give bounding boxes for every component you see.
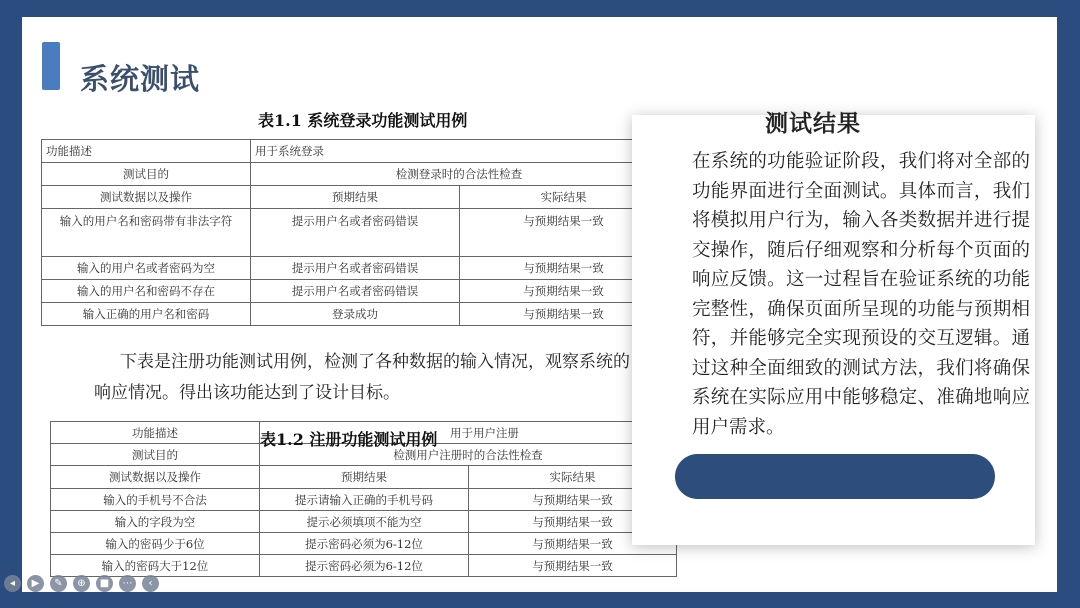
result-card-text: 在系统的功能验证阶段，我们将对全部的功能界面进行全面测试。具体而言，我们将模拟用户行为，输入各类数据并进行提交操作，随后仔细观察和分析每个页面的响应反馈。这一过程旨在验证系统的功能完整性，确保页面所呈现的功能与预期相符，并能够完全实现预设的交互逻辑。通过这种全面细致的测试方法，我们将确保系统在实际应用中能够稳定、准确地响应用户需求。 — [692, 151, 1030, 438]
table1-caption: 表1.1 系统登录功能测试用例 — [258, 111, 468, 130]
table-cell: 输入的用户名或者密码为空 — [42, 257, 251, 280]
table-cell: 测试目的 — [42, 163, 251, 186]
table-cell: 输入的密码大于12位 — [51, 555, 260, 577]
table-header-cell: 实际结果 — [460, 186, 668, 209]
table-cell: 输入的用户名和密码不存在 — [42, 280, 251, 303]
table-row — [42, 280, 668, 303]
table-cell: 提示密码必须为6-12位 — [260, 533, 469, 555]
table-cell: 与预期结果一致 — [469, 533, 677, 555]
zoom-icon[interactable]: ⊕ — [73, 575, 90, 592]
table-cell: 与预期结果一致 — [460, 257, 668, 280]
table-cell: 提示必须填项不能为空 — [260, 511, 469, 533]
table-cell: 与预期结果一致 — [460, 209, 668, 257]
table-cell: 输入的用户名和密码带有非法字符 — [42, 209, 251, 257]
table-cell: 提示用户名或者密码错误 — [251, 280, 460, 303]
table-cell: 输入正确的用户名和密码 — [42, 303, 251, 326]
login-test-table — [41, 139, 668, 326]
table-row — [51, 489, 677, 511]
back-icon[interactable]: ‹ — [142, 575, 159, 592]
table-cell: 功能描述 — [42, 140, 251, 163]
table-cell: 与预期结果一致 — [460, 280, 668, 303]
table-header-row — [42, 186, 668, 209]
title-accent-bar — [42, 42, 60, 90]
table-row — [42, 140, 668, 163]
table-cell: 输入的密码少于6位 — [51, 533, 260, 555]
result-card-title: 测试结果 — [765, 111, 861, 137]
table-header-cell: 预期结果 — [260, 466, 469, 489]
table-row — [51, 511, 677, 533]
presentation-toolbar — [4, 574, 159, 592]
decorative-pill — [675, 454, 995, 499]
play-icon[interactable]: ▶ — [27, 575, 44, 592]
table-cell: 用于用户注册 — [260, 422, 677, 444]
table-cell: 输入的手机号不合法 — [51, 489, 260, 511]
table-cell: 用于系统登录 — [251, 140, 668, 163]
table-header-cell: 实际结果 — [469, 466, 677, 489]
table-cell: 提示请输入正确的手机号码 — [260, 489, 469, 511]
table-cell: 提示密码必须为6-12位 — [260, 555, 469, 577]
table-cell: 提示用户名或者密码错误 — [251, 257, 460, 280]
table-cell: 与预期结果一致 — [469, 489, 677, 511]
table-cell: 登录成功 — [251, 303, 460, 326]
table-row — [42, 303, 668, 326]
table-cell: 检测登录时的合法性检查 — [251, 163, 668, 186]
table-header-cell: 预期结果 — [251, 186, 460, 209]
table-header-cell: 测试数据以及操作 — [42, 186, 251, 209]
table-row — [42, 163, 668, 186]
video-icon[interactable]: ■ — [96, 575, 113, 592]
table-cell: 提示用户名或者密码错误 — [251, 209, 460, 257]
table-cell: 测试目的 — [51, 444, 260, 466]
table-cell: 输入的字段为空 — [51, 511, 260, 533]
more-icon[interactable]: ⋯ — [119, 575, 136, 592]
pen-icon[interactable]: ✎ — [50, 575, 67, 592]
page-title: 系统测试 — [80, 62, 201, 96]
description-paragraph: 下表是注册功能测试用例，检测了各种数据的输入情况，观察系统的响应情况。得出该功能达到了设计目标。 — [94, 352, 630, 403]
table-cell: 与预期结果一致 — [460, 303, 668, 326]
table-row — [51, 533, 677, 555]
table-cell: 与预期结果一致 — [469, 555, 677, 577]
table-header-cell: 测试数据以及操作 — [51, 466, 260, 489]
table-row — [42, 257, 668, 280]
table-header-row — [51, 466, 677, 489]
table-cell: 与预期结果一致 — [469, 511, 677, 533]
slide — [22, 17, 1057, 592]
table2-caption: 表1.2 注册功能测试用例 — [260, 430, 438, 449]
table-row — [42, 209, 668, 257]
table-cell: 功能描述 — [51, 422, 260, 444]
table-cell: 检测用户注册时的合法性检查 — [260, 444, 677, 466]
prev-icon[interactable]: ◂ — [4, 575, 21, 592]
